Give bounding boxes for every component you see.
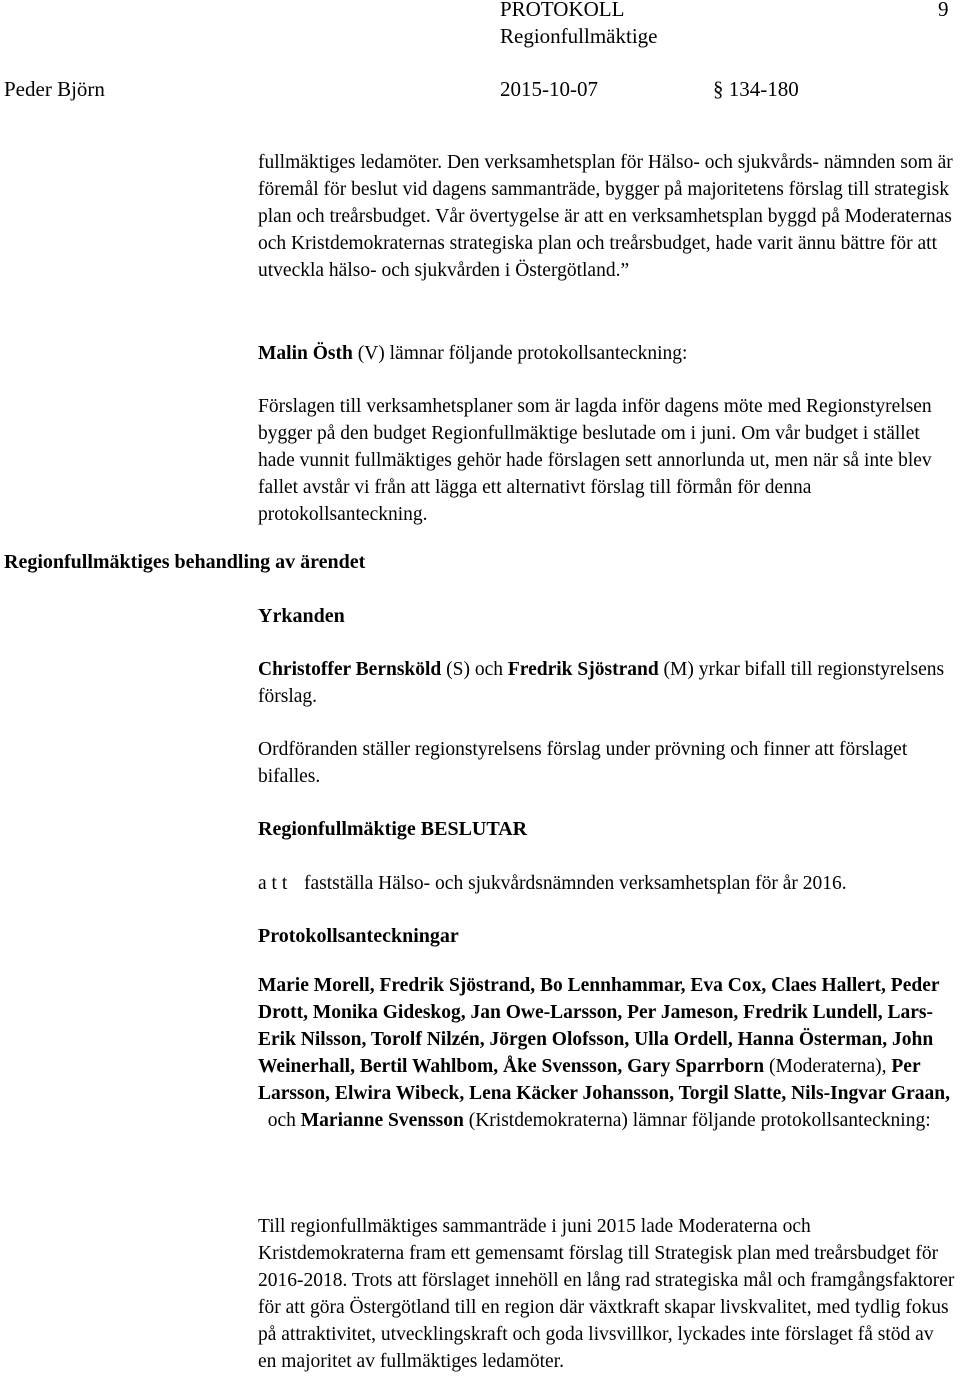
intro-paragraph xyxy=(258,149,956,284)
malin-note-text: Förslagen till verksamhetsplaner som är lagda inför dagens möte med Regionstyrelsen bygger på den budget Regionfullmäktige beslutade om i juni. Om vår budget i stället hade vunnit fullmäktiges gehör hade förslagen sett annorlunda ut, men när så inte blev fallet avstår vi från att lägga ett alternativt förslag till förmån för denna protokollsanteckning. xyxy=(258,396,932,525)
meeting-date: 2015-10-07 xyxy=(500,77,598,101)
beslut-heading: Regionfullmäktige BESLUTAR xyxy=(258,818,528,840)
page-number: 9 xyxy=(938,0,949,21)
yrkanden-mid: (S) och xyxy=(441,659,508,680)
malin-rest: (V) lämnar följande protokollsanteckning: xyxy=(352,343,688,364)
organization: Regionfullmäktige xyxy=(500,24,658,48)
ordforanden-text: Ordföranden ställer regionstyrelsens förslag under prövning och finner att förslaget bifalles. xyxy=(258,739,908,787)
section-reference: § 134-180 xyxy=(713,77,799,101)
protokoll-party-m: (Moderaterna), xyxy=(764,1056,892,1077)
yrkanden-name-1: Christoffer Bernsköld xyxy=(258,659,442,680)
protokoll-heading: Protokollsanteckningar xyxy=(258,925,459,947)
yrkanden-rest: (M) yrkar bifall till regionstyrelsens förslag. xyxy=(258,659,945,707)
protokoll-och: och xyxy=(258,1110,301,1131)
yrkanden-paragraph xyxy=(258,656,956,710)
doc-type: PROTOKOLL xyxy=(500,0,625,21)
malin-statement xyxy=(258,340,956,367)
protokoll-names-m: Marie Morell, Fredrik Sjöstrand, Bo Lennhammar, Eva Cox, Claes Hallert, Peder Drott, Monika Gideskog, Jan Owe-Larsson, Per Jameson, Fredrik Lundell, Lars-Erik Nilsson, Torolf Nilzén, Jörgen Olofsson, Ulla Ordell, Hanna Österman, John Weinerhall, Bertil Wahlbom, Åke Svensson, Gary Sparrborn xyxy=(258,975,940,1077)
yrkanden-name-2: Fredrik Sjöstrand xyxy=(507,659,659,680)
protokoll-names-paragraph xyxy=(258,972,956,1134)
beslut-att-label: a t t xyxy=(258,873,288,894)
ordforanden-paragraph xyxy=(258,736,956,790)
intro-text: fullmäktiges ledamöter. Den verksamhetsplan för Hälso- och sjukvårds- nämnden som är föremål för beslut vid dagens sammanträde, bygger på majoritetens förslag till strategisk plan och treårsbudget. Vår övertygelse är att en verksamhetsplan byggd på Moderaternas och Kristdemokraternas strategiska plan och treårsbudget, hade varit ännu bättre för att utveckla hälso- och sjukvården i Östergötland.” xyxy=(258,152,953,281)
beslut-text: fastställa Hälso- och sjukvårdsnämnden verksamhetsplan för år 2016. xyxy=(304,873,847,894)
protokoll-name-last: Marianne Svensson xyxy=(300,1110,464,1131)
treatment-heading: Regionfullmäktiges behandling av ärendet xyxy=(4,551,366,573)
protokoll-party-kd: (Kristdemokraterna) lämnar följande protokollsanteckning: xyxy=(463,1110,931,1131)
protokoll-note-text: Till regionfullmäktiges sammanträde i juni 2015 lade Moderaterna och Kristdemokraterna fram ett gemensamt förslag till Strategisk plan med treårsbudget för 2016-2018. Trots att förslaget innehöll en lång rad strategiska mål och framgångsfaktorer för att göra Östergötland till en region där växtkraft skapar livskvalitet, med tydlig fokus på attraktivitet, utvecklingskraft och goda livsvillkor, lyckades inte förslaget få stöd av en majoritet av fullmäktiges ledamöter. xyxy=(258,1216,955,1372)
signer-name: Peder Björn xyxy=(4,77,105,101)
protokoll-names-kd: Per Larsson, Elwira Wibeck, Lena Käcker Johansson, Torgil Slatte, Nils-Ingvar Graan, xyxy=(258,1056,950,1104)
malin-name: Malin Östh xyxy=(258,343,353,364)
protokoll-note xyxy=(258,1213,956,1375)
malin-note xyxy=(258,393,956,528)
yrkanden-heading: Yrkanden xyxy=(258,605,345,627)
